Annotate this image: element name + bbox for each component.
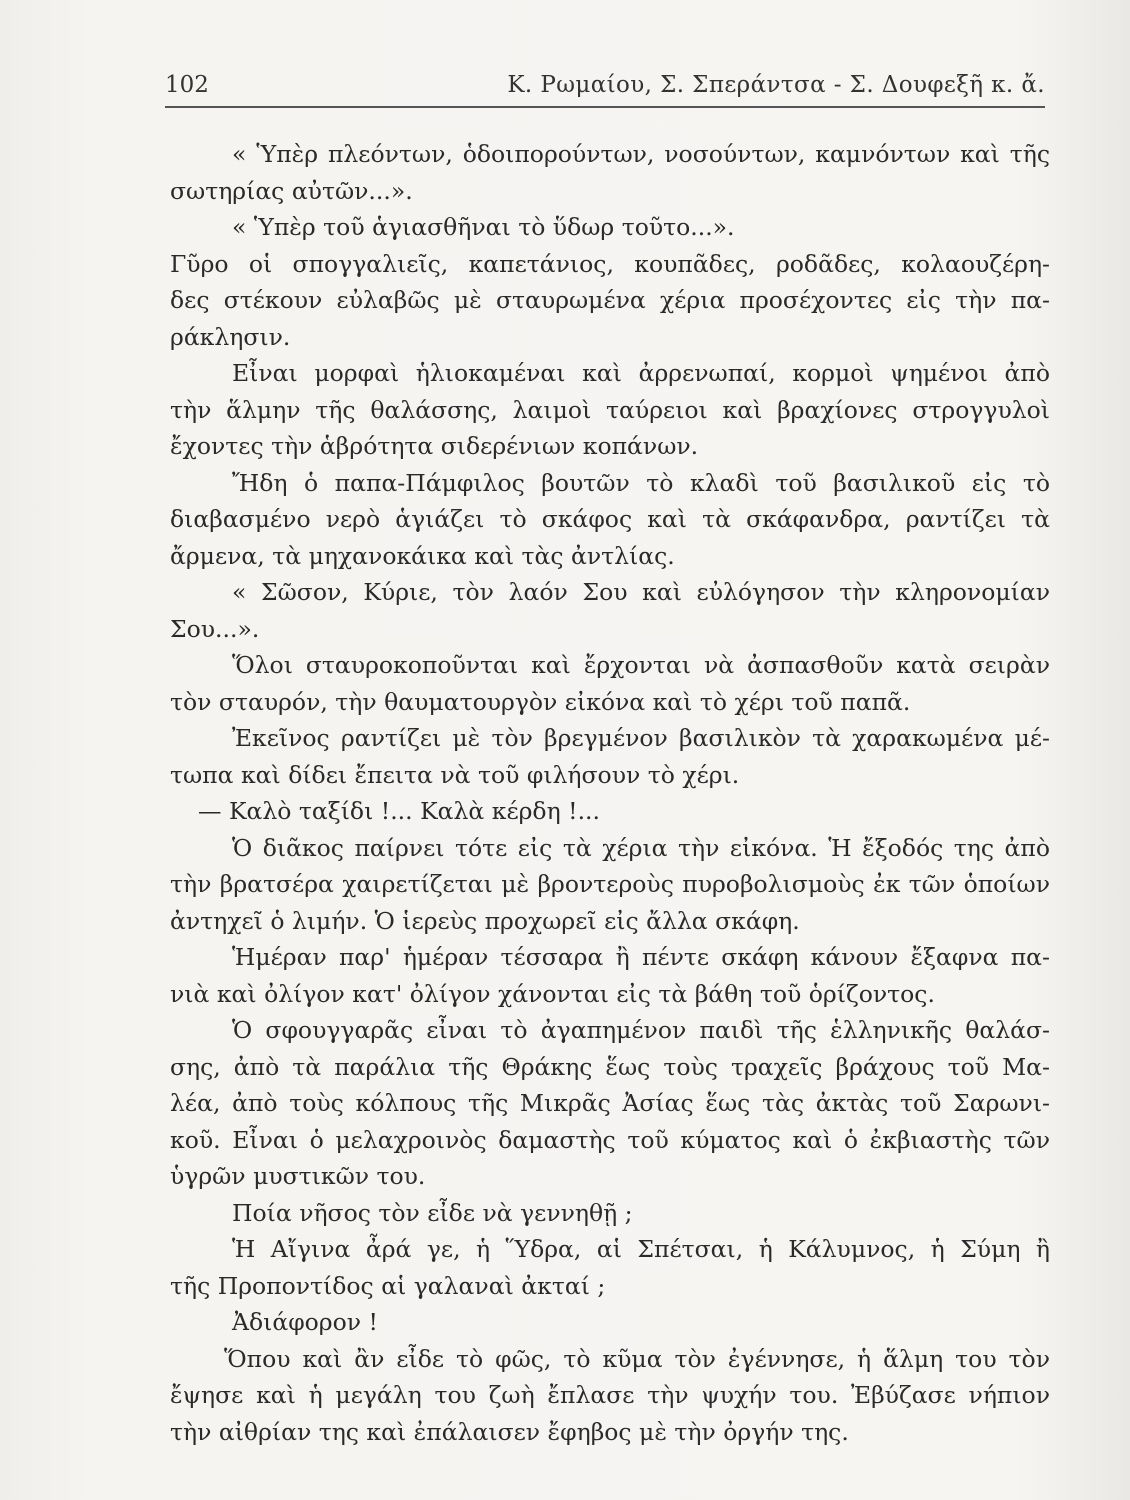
text-line: τὴν ἅλμην τῆς θαλάσσης, λαιμοὶ ταύρειοι καὶ βραχίονες στρογγυλοὶ — [170, 395, 1050, 424]
text-line: « Ὑπὲρ τοῦ ἁγιασθῆναι τὸ ὕδωρ τοῦτο...». — [232, 213, 735, 241]
text-line: δες στέκουν εὐλαβῶς μὲ σταυρωμένα χέρια προσέχοντες εἰς τὴν πα- — [170, 286, 1050, 314]
text-line: ὑγρῶν μυστικῶν του. — [170, 1162, 426, 1190]
text-line: Ὅπου καὶ ἂν εἶδε τὸ φῶς, τὸ κῦμα τὸν ἐγέννησε, ἡ ἅλμη του τὸν — [224, 1344, 1050, 1373]
text-line: διαβασμένο νερὸ ἁγιάζει τὸ σκάφος καὶ τὰ σκάφανδρα, ραντίζει τὰ — [170, 505, 1050, 533]
text-line: Ποία νῆσος τὸν εἶδε νὰ γεννηθῇ ; — [232, 1198, 633, 1227]
text-line: Ὁ διᾶκος παίρνει τότε εἰς τὰ χέρια τὴν εἰκόνα. Ἡ ἔξοδός της ἀπὸ — [232, 833, 1050, 862]
text-line: Ἤδη ὁ παπα-Πάμφιλος βουτῶν τὸ κλαδὶ τοῦ βασιλικοῦ εἰς τὸ — [232, 468, 1050, 497]
text-line: Ὁ σφουγγαρᾶς εἶναι τὸ ἀγαπημένον παιδὶ τῆς ἑλληνικῆς θαλάσ- — [232, 1016, 1050, 1044]
text-line: κοῦ. Εἶναι ὁ μελαχροινὸς δαμαστὴς τοῦ κύματος καὶ ὁ ἐκβιαστὴς τῶν — [170, 1125, 1050, 1154]
text-line: ράκλησιν. — [170, 322, 291, 351]
text-line: λέα, ἀπὸ τοὺς κόλπους τῆς Μικρᾶς Ἀσίας ἕως τὰς ἀκτὰς τοῦ Σαρωνι- — [170, 1089, 1050, 1117]
text-line: Σου...». — [170, 614, 260, 643]
text-line: ἔχοντες τὴν ἁβρότητα σιδερένιων κοπάνων. — [170, 432, 699, 460]
text-line: τὴν αἰθρίαν της καὶ ἐπάλαισεν ἔφηβος μὲ τὴν ὀργήν της. — [170, 1417, 849, 1446]
text-line: Ἡμέραν παρ' ἡμέραν τέσσαρα ἢ πέντε σκάφη κάνουν ἔξαφνα πα- — [232, 943, 1050, 971]
text-line: σωτηρίας αὐτῶν...». — [170, 176, 413, 205]
body-text — [170, 136, 1050, 1450]
text-line: τὴν βρατσέρα χαιρετίζεται μὲ βροντεροὺς πυροβολισμοὺς ἐκ τῶν ὁποίων — [170, 870, 1050, 898]
text-line: ἔψησε καὶ ἡ μεγάλη του ζωὴ ἔπλασε τὴν ψυχήν του. Ἐβύζασε νήπιον — [170, 1381, 1050, 1409]
text-line: Ἡ Αἴγινα ἆρά γε, ἡ Ὕδρα, αἱ Σπέτσαι, ἡ Κάλυμνος, ἡ Σύμη ἢ — [232, 1235, 1050, 1263]
text-line: ἀντηχεῖ ὁ λιμήν. Ὁ ἱερεὺς προχωρεῖ εἰς ἄλλα σκάφη. — [170, 906, 800, 935]
page-header — [165, 72, 1045, 106]
running-title: Κ. Ρωμαίου, Σ. Σπεράντσα - Σ. Δουφεξῆ κ. ἄ. — [507, 72, 1045, 98]
text-line: τὸν σταυρόν, τὴν θαυματουργὸν εἰκόνα καὶ τὸ χέρι τοῦ παπᾶ. — [170, 687, 911, 716]
text-line: τῆς Προποντίδος αἱ γαλαναὶ ἀκταί ; — [170, 1271, 606, 1300]
text-line: — Καλὸ ταξίδι !... Καλὰ κέρδη !... — [198, 797, 600, 825]
header-rule — [165, 106, 1045, 108]
text-line: Ἀδιάφορον ! — [232, 1308, 378, 1336]
text-line: « Σῶσον, Κύριε, τὸν λαόν Σου καὶ εὐλόγησον τὴν κληρονομίαν — [232, 578, 1050, 606]
text-line: Εἶναι μορφαὶ ἡλιοκαμέναι καὶ ἀρρενωπαί, κορμοὶ ψημένοι ἀπὸ — [232, 359, 1050, 387]
text-line: τωπα καὶ δίδει ἔπειτα νὰ τοῦ φιλήσουν τὸ χέρι. — [170, 760, 740, 789]
page-number: 102 — [165, 72, 209, 98]
text-line: σης, ἀπὸ τὰ παράλια τῆς Θράκης ἕως τοὺς τραχεῖς βράχους τοῦ Μα- — [170, 1052, 1050, 1081]
text-line: Ὅλοι σταυροκοποῦνται καὶ ἔρχονται νὰ ἀσπασθοῦν κατὰ σειρὰν — [232, 651, 1050, 679]
text-line: ἄρμενα, τὰ μηχανοκάικα καὶ τὰς ἀντλίας. — [170, 541, 675, 570]
text-line: Γῦρο οἱ σπογγαλιεῖς, καπετάνιος, κουπᾶδες, ροδᾶδες, κολαουζέρη- — [170, 249, 1050, 278]
text-line: Ἐκεῖνος ραντίζει μὲ τὸν βρεγμένον βασιλικὸν τὰ χαρακωμένα μέ- — [232, 724, 1050, 752]
text-line: νιὰ καὶ ὀλίγον κατ' ὀλίγον χάνονται εἰς τὰ βάθη τοῦ ὁρίζοντος. — [170, 979, 935, 1008]
text-line: « Ὑπὲρ πλεόντων, ὁδοιπορούντων, νοσούντων, καμνόντων καὶ τῆς — [232, 140, 1050, 168]
